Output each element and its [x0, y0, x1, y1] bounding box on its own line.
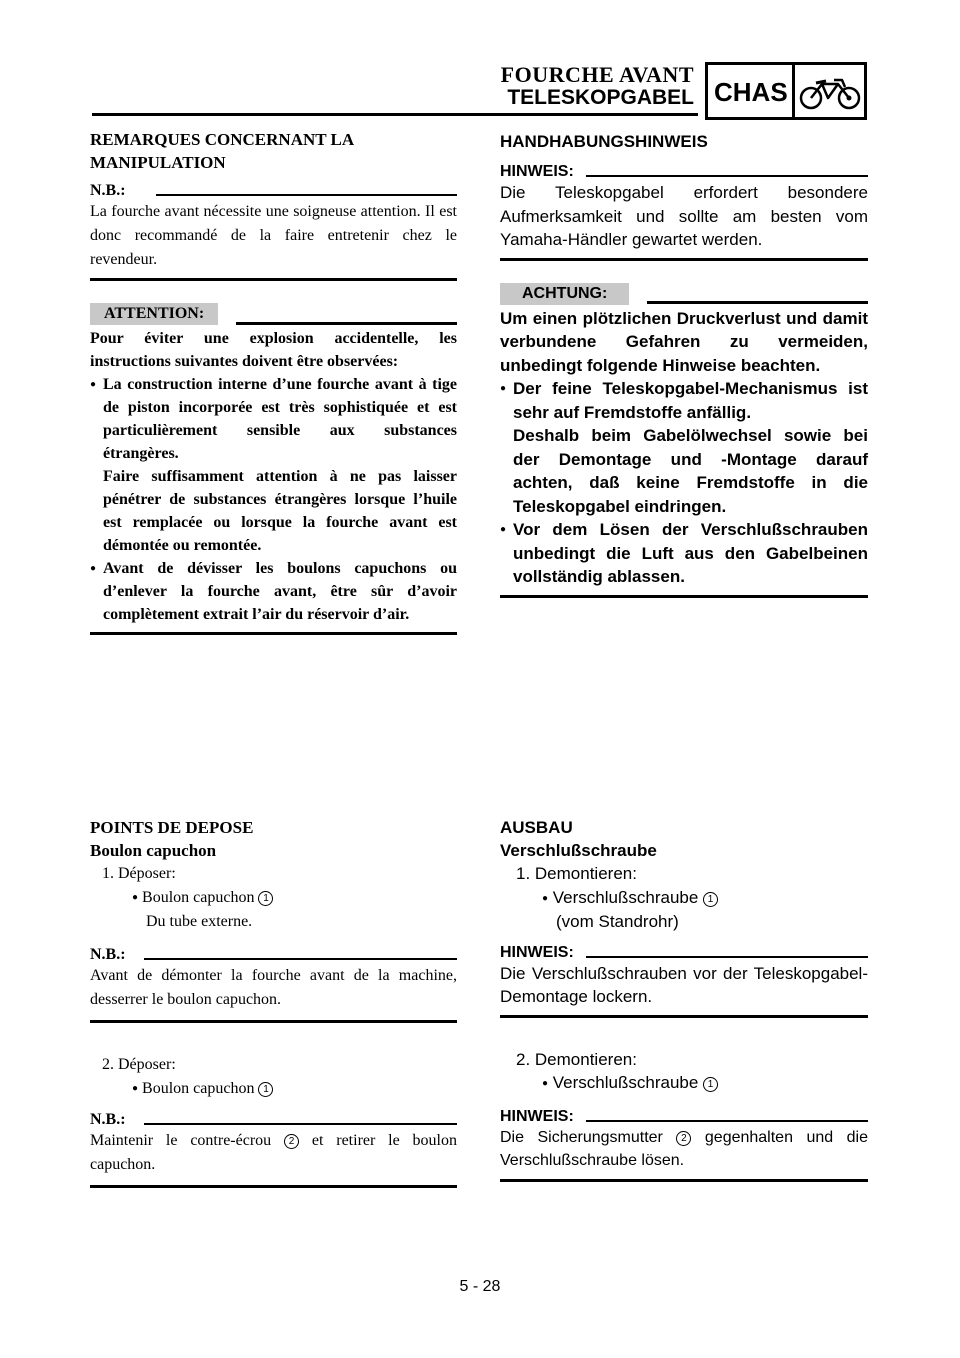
fr-attention-label: ATTENTION:	[90, 303, 218, 325]
de-note-end-rule	[500, 258, 868, 261]
badge-divider	[792, 65, 795, 117]
fr-note-1-header	[90, 946, 457, 964]
fr-attention-line	[236, 322, 457, 325]
fr-note-1-text: Avant de démonter la fourche avant de la machine, desserrer le boulon capuchon.	[90, 967, 457, 1008]
de-removal-title: AUSBAU	[500, 818, 573, 837]
de-note-1-header	[500, 944, 868, 962]
header-title-fr: FOURCHE AVANT	[500, 62, 694, 87]
fr-note-header	[90, 182, 457, 200]
fr-step-2-ref: 1	[258, 1082, 273, 1097]
de-removal-subtitle: Verschlußschraube	[500, 841, 657, 860]
fr-attention-header	[90, 303, 457, 325]
fr-attention-end-rule	[90, 632, 457, 635]
de-step-1-sub: (vom Standrohr)	[556, 912, 679, 931]
de-step-2-ref: 1	[703, 1077, 718, 1092]
de-step-2: 2. Demontieren:	[516, 1049, 637, 1069]
fr-step-1: 1. Déposer:	[102, 865, 176, 882]
de-note-label: HINWEIS:	[500, 163, 574, 180]
fr-note-2-text-a: Maintenir le contre-écrou	[90, 1132, 272, 1149]
fr-attention-bullet-1	[90, 373, 457, 557]
fr-note-2-text	[90, 1129, 457, 1177]
de-attention-header	[500, 283, 868, 305]
de-removal-section	[500, 816, 868, 1182]
fr-note-2-end-rule	[90, 1185, 457, 1188]
fr-step-1-item-label: Boulon capuchon	[142, 889, 255, 906]
de-handling-section	[500, 130, 868, 598]
de-step-2-item-label: Verschlußschraube	[552, 1073, 699, 1092]
fr-removal-subtitle: Boulon capuchon	[90, 841, 217, 860]
fr-note-1-line	[144, 958, 457, 960]
de-note-2-end-rule	[500, 1179, 868, 1182]
de-attention-label: ACHTUNG:	[500, 283, 629, 305]
fr-note-1-label: N.B.:	[90, 946, 126, 963]
fr-note-line	[156, 194, 457, 196]
de-bullet-1b: Deshalb beim Gabelölwechsel sowie bei der Demontage und -Montage darauf achten, daß keine Fremdstoffe in die Teleskopgabel eindringen.	[513, 426, 868, 516]
section-badge	[705, 62, 867, 120]
fr-note-2-line	[144, 1123, 457, 1125]
de-note-header	[500, 163, 868, 181]
fr-step-2-item: ● Boulon capuchon 1	[90, 1077, 457, 1101]
fr-removal-title: POINTS DE DEPOSE	[90, 818, 254, 837]
de-bullet-1a: ● Der feine Teleskopgabel-Mechanismus ist sehr auf Fremdstoffe anfällig.	[513, 379, 868, 422]
de-step-1: 1. Demontieren:	[516, 864, 637, 883]
fr-note-1-end-rule	[90, 1020, 457, 1023]
de-handling-title: HANDHABUNGSHINWEIS	[500, 132, 708, 151]
de-step-1-item-label: Verschlußschraube	[552, 887, 699, 907]
de-note-2-label: HINWEIS:	[500, 1107, 574, 1125]
de-attention-body	[500, 307, 868, 589]
fr-bullet-1a: ● La construction interne d’une fourche avant à tige de piston incorporée est très sophistiquée et est particulièrement sensible aux substances étrangères.	[103, 376, 457, 462]
de-note-line	[586, 175, 868, 177]
fr-attention-intro: Pour éviter une explosion accidentelle, les instructions suivantes doivent être observées:	[90, 330, 457, 370]
de-attention-intro: Um einen plötzlichen Druckverlust und damit verbundene Gefahren zu vermeiden, unbedingt folgende Hinweise beachten.	[500, 308, 868, 375]
fr-step-2: 2. Déposer:	[102, 1056, 176, 1073]
fr-note-end-rule	[90, 278, 457, 281]
de-note-2-text-a: Die Sicherungsmutter	[500, 1128, 663, 1146]
de-note-2-line	[586, 1120, 868, 1122]
fr-step-1-ref: 1	[258, 891, 273, 906]
de-attention-bullet-2: ● Vor dem Lösen der Verschlußschrauben unbedingt die Luft aus den Gabelbeinen vollständig ablassen.	[500, 518, 868, 589]
fr-note-2-label: N.B.:	[90, 1111, 126, 1128]
de-note-2-ref: 2	[676, 1131, 691, 1146]
section-badge-label: CHAS	[714, 77, 788, 107]
fr-note-2-header	[90, 1111, 457, 1129]
fr-removal-section	[90, 816, 457, 1188]
de-note-2-text	[500, 1126, 868, 1173]
header-rule	[92, 113, 698, 116]
fr-note-label: N.B.:	[90, 182, 126, 199]
fr-step-2-item-label: Boulon capuchon	[142, 1080, 255, 1097]
de-note-1-label: HINWEIS:	[500, 943, 574, 961]
fr-step-1-item: ● Boulon capuchon 1	[90, 886, 457, 910]
de-attention-end-rule	[500, 595, 868, 598]
de-step-1-ref: 1	[703, 892, 718, 907]
de-note-text: Die Teleskopgabel erfordert besondere Aufmerksamkeit und sollte am besten vom Yamaha-Händler gewartet werden.	[500, 183, 868, 249]
de-attention-line	[647, 301, 868, 304]
de-note-1-text: Die Verschlußschrauben vor der Teleskopgabel-Demontage lockern.	[500, 963, 868, 1006]
fr-step-1-sub: Du tube externe.	[146, 913, 253, 930]
header-title-de: TELESKOPGABEL	[507, 86, 694, 109]
fr-note-2-text-b: et retirer le boulon capuchon.	[90, 1132, 458, 1173]
de-note-1-end-rule	[500, 1015, 868, 1018]
fr-attention-bullet-2: ● Avant de dévisser les boulons capuchons ou d’enlever la fourche avant, être sûr d’avoir complètement extrait l’air du réservoir d’air.	[90, 557, 457, 626]
fr-handling-title-2: MANIPULATION	[90, 153, 226, 172]
de-attention-bullet-1	[500, 377, 868, 518]
fr-handling-section	[90, 128, 457, 635]
de-step-2-item: ● Verschlußschraube 1	[500, 1071, 868, 1096]
motorcycle-icon	[798, 71, 864, 113]
de-step-1-item: ● Verschlußschraube 1	[500, 886, 868, 911]
de-note-1-line	[586, 956, 868, 958]
fr-handling-title-1: REMARQUES CONCERNANT LA	[90, 130, 355, 149]
fr-note-text: La fourche avant nécessite une soigneuse attention. Il est donc recommandé de la faire entretenir chez le revendeur.	[90, 203, 457, 268]
de-note-2-header	[500, 1108, 868, 1126]
fr-bullet-1b: Faire suffisamment attention à ne pas laisser pénétrer de substances étrangères lorsque l’huile est remplacée ou lorsque la fourche avant est démontée ou remontée.	[103, 468, 457, 554]
fr-attention-body	[90, 327, 457, 626]
de-note-2-text-b: gegenhalten und die Verschlußschraube lösen.	[500, 1128, 869, 1169]
page-number: 5 - 28	[459, 1278, 501, 1295]
fr-note-2-ref: 2	[284, 1134, 299, 1149]
